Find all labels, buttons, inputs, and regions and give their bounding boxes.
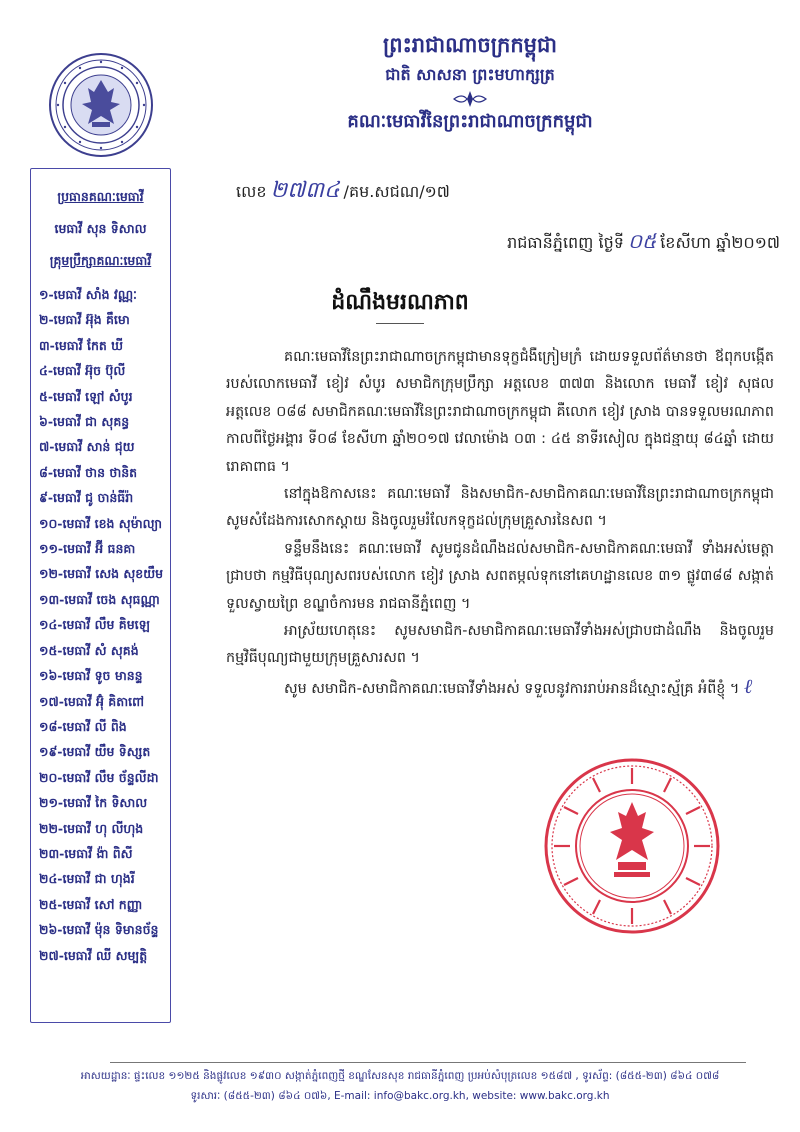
body-paragraph: អាស្រ័យហេតុនេះ សូមសមាជិក-សមាជិកាគណៈមេធាវីទាំងអស់ជ្រាបជាដំណឹង និងចូលរួមកម្មវិធីបុណ្យជាមួយក្រុមគ្រួសារសព ។ — [226, 623, 774, 667]
kingdom-title: ព្រះរាជាណាចក្រកម្ពុជា — [382, 33, 557, 57]
council-member: ២១-មេធាវី កៃ ទិសាល — [39, 795, 148, 811]
council-member: ២៦-មេធាវី ម៉ុន ទិមានច័ន្ទ — [39, 922, 159, 938]
council-member: ១៦-មេធាវី ទូច មានន្ទ — [39, 668, 143, 684]
council-member: ១៥-មេធាវី សំ សុគង់ — [39, 642, 139, 658]
document-title: ដំណឹងមរណភាព — [331, 290, 469, 315]
council-member: ១៧-មេធាវី អ៊ុំ គិតាពៅ — [39, 693, 145, 709]
letter-body — [226, 344, 774, 703]
council-member: ៨-មេធាវី ថាន ថានិត — [39, 464, 138, 480]
council-member: ២៤-មេធាវី ជា ហុងរី — [39, 871, 135, 887]
reference-suffix: /គម.សជណ/១៧ — [343, 182, 450, 201]
footer — [30, 1066, 770, 1106]
ornament-icon — [452, 90, 488, 108]
body-paragraph: ទន្ទឹមនឹងនេះ គណៈមេធាវី សូមជូនដំណឹងដល់សមាជិក-សមាជិកាគណៈមេធាវី ទាំងអស់មេត្តាជ្រាបថា កម្មវិធីបុណ្យសពរបស់លោក ខៀវ ស្រាង សពតម្កល់ទុកនៅគេហដ្ឋានលេខ ៣១ ផ្លូវ៣៨៨ សង្កាត់ទួលស្វាយព្រៃ ខណ្ឌចំការមន រាជធានីភ្នំពេញ ។ — [226, 540, 774, 612]
council-member: ៩-មេធាវី ជូ ចាន់ធីរ៉ា — [39, 490, 134, 506]
reference-number — [236, 176, 450, 208]
council-member: ២៥-មេធាវី សៅ កញ្ញា — [39, 896, 143, 912]
footer-divider — [110, 1062, 746, 1063]
letterhead — [320, 30, 620, 136]
council-member: ២-មេធាវី អ៊ុង គឹមោ — [39, 312, 130, 328]
national-motto: ជាតិ សាសនា ព្រះមហាក្សត្រ — [385, 65, 555, 84]
council-title: គ្រុមប្រឹក្សាគណៈមេធាវី — [49, 253, 152, 268]
reference-handwritten-number: ២៧៣៤ — [270, 178, 340, 203]
council-member: ៦-មេធាវី ជា សុគន្ធ — [39, 414, 130, 430]
body-paragraph: គណៈមេធាវីនៃព្រះរាជាណាចក្រកម្ពុជាមានទុក្ខជំងឺក្រៀមក្រំ ដោយទទួលព័ត៌មានថា ឪពុកបង្កើតរបស់លោកមេធាវី ខៀវ សំបូរ សមាជិកក្រុមប្រឹក្សា អត្តលេខ ៣៧៣ និងលោក មេធាវី ខៀវ សុផល អត្តលេខ ០៨៨ សមាជិកគណៈមេធាវីនៃព្រះរាជាណាចក្រកម្ពុជា គឺលោក ខៀវ ស្រាង បានទទួលមរណភាពកាលពីថ្ងៃអង្គារ ទី០៨ ខែសីហា ឆ្នាំ២០១៧ វេលាម៉ោង ០៣ : ៤៥ នាទីរសៀល ក្នុងជន្មាយុ ៨៤ឆ្នាំ ដោយរោគាពាធ ។ — [226, 349, 774, 475]
organization-title: គណៈមេធាវីនៃព្រះរាជាណាចក្រកម្ពុជា — [347, 111, 593, 132]
footer-address: អាសយដ្ឋានៈ ផ្ទះលេខ ១១២៥ និងផ្លូវលេខ ១៩៣០ សង្កាត់ភ្នំពេញថ្មី ខណ្ឌសែនសុខ រាជធានីភ្នំពេញ ប្រអប់សំបុត្រលេខ ១៥៨៧ , ទូរស័ព្ទ: (៨៥៥-២៣) ៨៦៤ ០៧៨ — [80, 1070, 720, 1082]
reference-prefix: លេខ — [236, 182, 267, 201]
council-sidebar — [30, 168, 171, 1023]
council-member: ១២-មេធាវី សេង សុខយឹម — [39, 566, 164, 582]
council-member: ១៨-មេធាវី លី ពិង — [39, 718, 127, 734]
council-member: ២៣-មេធាវី ង៉ា ពិសី — [39, 845, 133, 861]
official-stamp — [542, 756, 722, 936]
title-divider — [376, 323, 424, 324]
council-member: ២២-មេធាវី ហុ លីហុង — [39, 820, 144, 836]
body-paragraph: នៅក្នុងឱកាសនេះ គណៈមេធាវី និងសមាជិក-សមាជិកាគណៈមេធាវីនៃព្រះរាជាណាចក្រកម្ពុជា សូមសំដែងការសោកស្តាយ និងចូលរួមរំលែកទុក្ខដល់ក្រុមគ្រួសារនៃសព ។ — [226, 486, 774, 530]
council-member: ១៩-មេធាវី យឹម ទិស្សត — [39, 744, 151, 760]
council-member: ១៣-មេធាវី ចេង សុធណ្ណា — [39, 591, 160, 607]
council-member: ១០-មេធាវី ខេង សុម៉ាល្យា — [39, 515, 163, 531]
date-handwritten-day: ០៥ — [627, 229, 657, 253]
council-member: ៤-មេធាវី អ៊ុច ប៊ុលី — [39, 363, 126, 379]
council-member: ៥-មេធាវី ឡៅ សំបូរ — [39, 388, 133, 404]
council-member: ១៤-មេធាវី លឹម គិមឡេ — [39, 617, 150, 633]
date-suffix: ខែសីហា ឆ្នាំ២០១៧ — [660, 233, 780, 252]
body-paragraph — [226, 673, 774, 703]
closing-text: សូម សមាជិក-សមាជិកាគណៈមេធាវីទាំងអស់ ទទួលនូវការរាប់អានដ៏ស្មោះស្ម័គ្រ អំពីខ្ញុំ ។ — [284, 680, 740, 697]
council-member: ២៧-មេធាវី ឈី សម្បត្តិ — [39, 947, 148, 963]
president-name: មេធាវី សុន ទិសាល — [54, 221, 147, 236]
footer-contact: ទូរសារៈ (៨៥៥-២៣) ៨៦៤ ០៧៦, E-mail: info@bakc.org.kh, website: www.bakc.org.kh — [190, 1090, 610, 1102]
letter-date — [507, 228, 780, 258]
council-member: ៧-មេធាវី សាន់ ជុយ — [39, 439, 135, 455]
president-title: ប្រធានគណៈមេធាវី — [57, 189, 144, 204]
handwritten-initial: ℓ — [743, 673, 753, 698]
council-member: ១១-មេធាវី អ៊ី ធនគា — [39, 541, 136, 557]
council-member: ២០-មេធាវី លឹម ច័ន្ទលីដា — [39, 769, 159, 785]
bar-association-logo — [48, 52, 154, 158]
date-prefix: រាជធានីភ្នំពេញ ថ្ងៃទី — [507, 233, 624, 252]
council-member-list — [31, 282, 170, 968]
council-member: ៣-មេធាវី កែត ឃី — [39, 337, 124, 353]
council-member: ១-មេធាវី សាំង វណ្ណៈ — [39, 287, 137, 302]
